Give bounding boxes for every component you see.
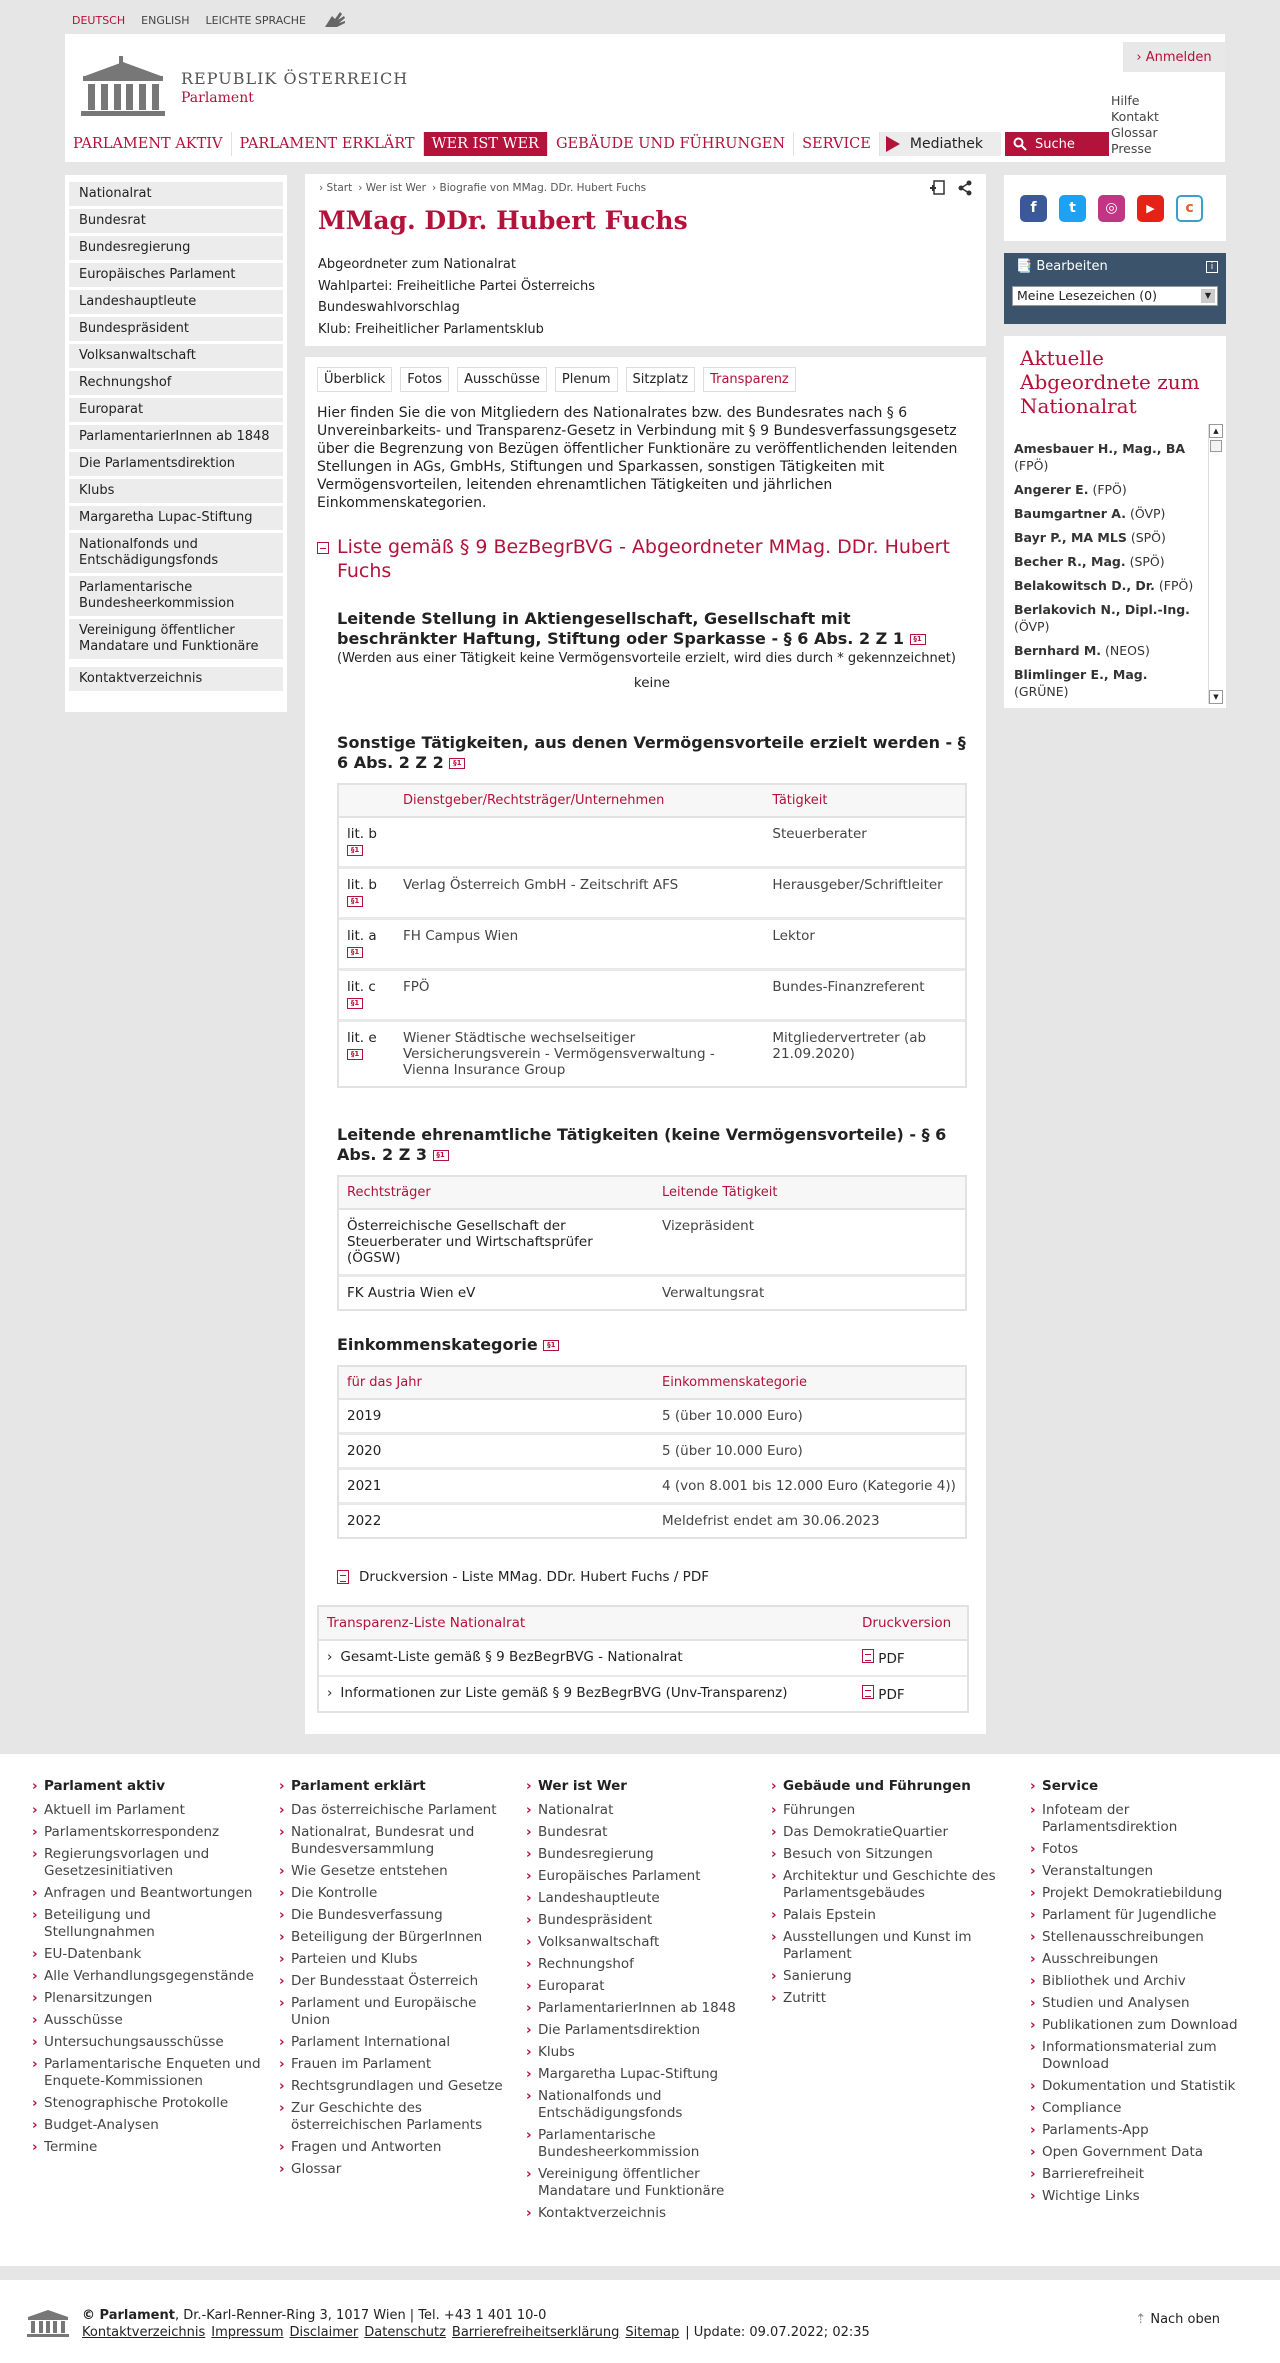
breadcrumb-start[interactable]: › Start <box>319 182 353 194</box>
table-row <box>339 1400 965 1435</box>
footer-link[interactable]: › Projekt Demokratiebildung <box>1030 1885 1260 1902</box>
tab-transparenz[interactable]: Transparenz <box>703 367 796 392</box>
footer-link[interactable]: › Parlaments-App <box>1030 2122 1260 2139</box>
address: © Parlament, Dr.-Karl-Renner-Ring 3, 1017 Wien | Tel. +43 1 401 10-0 <box>82 2308 547 2323</box>
main-navigation <box>65 132 1109 156</box>
table-cell: 2022 <box>347 1513 382 1529</box>
bookmark-select[interactable]: Meine Lesezeichen (0) ▼ <box>1012 286 1218 306</box>
parliament-building-icon <box>26 2308 70 2338</box>
footer-link[interactable]: › Anfragen und Beantwortungen <box>32 1885 262 1902</box>
table-cell: Lektor <box>764 920 965 971</box>
footer-link[interactable]: › Parlament und Europäische Union <box>279 1995 509 2029</box>
section-ehrenamtliche-taetigkeiten <box>337 1125 967 1311</box>
breadcrumb-current: › Biografie von MMag. DDr. Hubert Fuchs <box>432 182 647 194</box>
lit-label: lit. b <box>347 826 377 842</box>
table-cell: Steuerberater <box>764 818 965 869</box>
footer-link[interactable]: › Aktuell im Parlament <box>32 1802 262 1819</box>
parliament-building-icon <box>79 56 167 118</box>
footer-column-aktiv <box>32 1778 262 2161</box>
table-cell: 2021 <box>339 1470 654 1505</box>
footer-link[interactable]: › Infoteam der Parlamentsdirektion <box>1030 1802 1260 1836</box>
activities-table <box>337 783 967 1088</box>
footer-link[interactable]: › Der Bundesstaat Österreich <box>279 1973 509 1990</box>
nav-gebaeude-fuehrungen[interactable]: GEBÄUDE UND FÜHRUNGEN <box>548 132 794 156</box>
list-item[interactable]: Berlakovich N., Dipl.-Ing. (ÖVP) <box>1014 602 1190 634</box>
sidebar-item[interactable]: Nationalrat <box>69 182 283 206</box>
section-heading: Leitende ehrenamtliche Tätigkeiten (keine Vermögensvorteile) - § 6 Abs. 2 Z 3 §1 <box>337 1125 947 1164</box>
table-row <box>339 869 965 920</box>
footer-link[interactable]: › Wichtige Links <box>1030 2188 1260 2205</box>
edit-button[interactable]: 📑 Bearbeiten <box>1016 259 1108 274</box>
footer-column-erklaert <box>279 1778 509 2183</box>
footer-link[interactable]: › Sanierung <box>771 1968 1001 1985</box>
footer-link[interactable]: › Wie Gesetze entstehen <box>279 1863 509 1880</box>
members-box-title: Aktuelle Abgeordnete zum Nationalrat <box>1020 346 1200 418</box>
footer-column-heading[interactable]: › Service <box>1030 1778 1260 1795</box>
login-button[interactable]: › Anmelden <box>1123 42 1225 72</box>
footer-link[interactable]: › Klubs <box>526 2044 756 2061</box>
members-list <box>1014 440 1204 707</box>
column-header: Leitende Tätigkeit <box>654 1177 965 1210</box>
table-cell: Herausgeber/Schriftleiter <box>764 869 965 920</box>
sidebar-item[interactable]: Nationalfonds und Entschädigungsfonds <box>69 533 283 573</box>
page-title: MMag. DDr. Hubert Fuchs <box>318 206 688 235</box>
list-item[interactable]: Baumgartner A. (ÖVP) <box>1014 506 1166 521</box>
footer-link[interactable]: › Open Government Data <box>1030 2144 1260 2161</box>
section-einkommenskategorie <box>337 1335 967 1539</box>
help-link[interactable]: Hilfe <box>1111 93 1140 108</box>
table-header <box>339 1367 965 1400</box>
footer-link[interactable]: › Compliance <box>1030 2100 1260 2117</box>
bio-info <box>318 254 595 340</box>
scroll-up-icon[interactable]: ▲ <box>1209 424 1223 438</box>
search-icon <box>1013 137 1027 151</box>
arrow-up-icon: ⇡ <box>1135 2312 1147 2327</box>
chevron-right-icon: › <box>327 1649 333 1665</box>
list-item[interactable]: Blimlinger E., Mag. (GRÜNE) <box>1014 667 1148 699</box>
footer-link[interactable]: › Studien und Analysen <box>1030 1995 1260 2012</box>
nav-wer-ist-wer[interactable]: WER IST WER <box>424 132 548 156</box>
bio-line: Klub: Freiheitlicher Parlamentsklub <box>318 321 544 337</box>
scroll-thumb[interactable] <box>1210 440 1222 452</box>
footer-column-service <box>1030 1778 1260 2210</box>
footer-link[interactable]: › Stenographische Protokolle <box>32 2095 262 2112</box>
instagram-icon[interactable]: ◎ <box>1098 195 1125 222</box>
social-media-links <box>1004 175 1226 241</box>
section-leitende-stellung <box>337 609 967 691</box>
sidebar-item[interactable]: Bundesregierung <box>69 236 283 260</box>
page-tools <box>930 180 972 200</box>
footer-link[interactable]: › Regierungsvorlagen und Gesetzesinitiativen <box>32 1846 262 1880</box>
transparency-list-table <box>317 1605 969 1713</box>
footer-link-sitemap[interactable]: Sitemap <box>625 2325 680 2340</box>
footer-link[interactable]: › Die Kontrolle <box>279 1885 509 1902</box>
paragraph-icon[interactable]: §1 <box>449 758 465 769</box>
footer-link[interactable]: › Parlamentarische Enqueten und Enquete-Kommissionen <box>32 2056 262 2090</box>
gesamt-liste-link[interactable]: › Gesamt-Liste gemäß § 9 BezBegrBVG - Nationalrat <box>327 1649 683 1665</box>
footer-link[interactable]: › Europäisches Parlament <box>526 1868 756 1885</box>
paragraph-icon[interactable]: §1 <box>347 947 363 958</box>
footer-link[interactable]: › Ausstellungen und Kunst im Parlament <box>771 1929 1001 1963</box>
search-button[interactable] <box>1005 132 1109 156</box>
bookmark-add-icon[interactable] <box>930 180 946 200</box>
table-row <box>319 1677 967 1711</box>
sidebar-item[interactable]: Landeshauptleute <box>69 290 283 314</box>
column-header: Druckversion <box>862 1615 952 1631</box>
table-cell: Meldefrist endet am 30.06.2023 <box>662 1513 880 1529</box>
table-cell: FPÖ <box>395 971 764 1022</box>
breadcrumb <box>319 182 646 194</box>
left-sidebar <box>65 175 287 712</box>
footer-link[interactable]: › Bundespräsident <box>526 1912 756 1929</box>
footer-link[interactable]: › Nationalrat <box>526 1802 756 1819</box>
chevron-right-icon: › <box>327 1685 333 1701</box>
collapse-icon[interactable] <box>317 542 329 554</box>
table-cell: FK Austria Wien eV <box>347 1285 476 1301</box>
glossary-link[interactable]: Glossar <box>1111 125 1158 140</box>
table-cell: FH Campus Wien <box>395 920 764 971</box>
breadcrumb-wer-ist-wer[interactable]: › Wer ist Wer <box>358 182 426 194</box>
chevron-down-icon: ▼ <box>1201 289 1215 303</box>
footer-link[interactable]: › Rechnungshof <box>526 1956 756 1973</box>
sidebar-item[interactable]: Vereinigung öffentlicher Mandatare und Funktionäre <box>69 619 283 659</box>
bookmark-panel <box>1004 253 1226 324</box>
paragraph-icon[interactable]: §1 <box>347 896 363 907</box>
honorary-table <box>337 1175 967 1311</box>
section-heading: Einkommenskategorie §1 <box>337 1335 967 1355</box>
transparency-card <box>305 357 986 1734</box>
footer-link[interactable]: › Fragen und Antworten <box>279 2139 509 2156</box>
info-liste-link[interactable]: › Informationen zur Liste gemäß § 9 BezBegrBVG (Unv-Transparenz) <box>327 1685 788 1701</box>
table-header <box>339 1177 965 1210</box>
logo-title: REPUBLIK ÖSTERREICH <box>181 68 409 88</box>
footer-link[interactable]: › Nationalfonds und Entschädigungsfonds <box>526 2088 756 2122</box>
youtube-icon[interactable]: ▶ <box>1137 195 1164 222</box>
sidebar-item[interactable]: Europäisches Parlament <box>69 263 283 287</box>
footer-link[interactable]: › Nationalrat, Bundesrat und Bundesversammlung <box>279 1824 509 1858</box>
list-item[interactable]: Becher R., Mag. (SPÖ) <box>1014 554 1165 569</box>
sidebar-item[interactable]: Margaretha Lupac-Stiftung <box>69 506 283 530</box>
sidebar-item[interactable]: Bundespräsident <box>69 317 283 341</box>
sidebar-item[interactable]: Parlamentarische Bundesheerkommission <box>69 576 283 616</box>
pdf-link[interactable]: PDF <box>862 1649 905 1667</box>
paragraph-icon[interactable]: §1 <box>543 1340 559 1351</box>
footer-link[interactable]: › Bundesregierung <box>526 1846 756 1863</box>
lang-leichte-sprache[interactable]: LEICHTE SPRACHE <box>205 13 306 27</box>
site-footer <box>0 1754 1280 2266</box>
table-row <box>339 1022 965 1086</box>
table-cell: Vizepräsident <box>654 1210 965 1277</box>
table-cell: 2020 <box>339 1435 654 1470</box>
footer-link[interactable]: › Fotos <box>1030 1841 1260 1858</box>
sidebar-item[interactable]: Europarat <box>69 398 283 422</box>
footer-link[interactable]: › Veranstaltungen <box>1030 1863 1260 1880</box>
sidebar-item[interactable]: Rechnungshof <box>69 371 283 395</box>
info-icon[interactable]: i <box>1206 261 1218 273</box>
table-cell: 4 (von 8.001 bis 12.000 Euro (Kategorie 4)) <box>654 1470 965 1505</box>
footer-column-gebaeude <box>771 1778 1001 2012</box>
table-cell: Verwaltungsrat <box>662 1285 765 1301</box>
table-row <box>339 1210 965 1277</box>
footer-link[interactable]: › Frauen im Parlament <box>279 2056 509 2073</box>
bio-line: Abgeordneter zum Nationalrat <box>318 257 516 272</box>
footer-link[interactable]: › Architektur und Geschichte des Parlamentsgebäudes <box>771 1868 1001 1902</box>
column-header: Transparenz-Liste Nationalrat <box>327 1615 526 1631</box>
facebook-icon[interactable]: f <box>1020 195 1047 222</box>
footer-link[interactable]: › EU-Datenbank <box>32 1946 262 1963</box>
bio-line: Bundeswahlvorschlag <box>318 300 460 315</box>
lit-label: lit. c <box>347 979 376 995</box>
footer-column-wer-ist-wer <box>526 1778 756 2227</box>
paragraph-icon[interactable]: §1 <box>347 998 363 1009</box>
table-row <box>339 1277 965 1309</box>
paragraph-icon[interactable]: §1 <box>910 634 926 645</box>
footer-link[interactable]: › Parlamentarische Bundesheerkommission <box>526 2127 756 2161</box>
pdf-icon <box>862 1685 874 1699</box>
footer-link[interactable]: › Beteiligung der BürgerInnen <box>279 1929 509 1946</box>
section-value: keine <box>633 675 671 691</box>
search-label: Suche <box>1035 136 1075 152</box>
footer-link[interactable]: › Bundesrat <box>526 1824 756 1841</box>
nav-parlament-erklaert[interactable]: PARLAMENT ERKLÄRT <box>232 132 424 156</box>
column-header: Einkommenskategorie <box>654 1367 965 1400</box>
footer-link[interactable]: › Zutritt <box>771 1990 1001 2007</box>
play-icon <box>886 136 900 152</box>
footer-link[interactable]: › Vereinigung öffentlicher Mandatare und Funktionäre <box>526 2166 756 2200</box>
tab-plenum[interactable]: Plenum <box>555 367 618 392</box>
footer-column-heading[interactable]: › Gebäude und Führungen <box>771 1778 1001 1795</box>
mediathek-label: Mediathek <box>909 136 984 152</box>
column-header: Rechtsträger <box>339 1177 654 1210</box>
table-cell: Österreichische Gesellschaft der Steuerberater und Wirtschaftsprüfer (ÖGSW) <box>339 1210 654 1277</box>
table-cell: 5 (über 10.000 Euro) <box>654 1400 965 1435</box>
bottom-bar <box>0 2280 1280 2363</box>
footer-link[interactable]: › Volksanwaltschaft <box>526 1934 756 1951</box>
list-item[interactable]: Bernhard M. (NEOS) <box>1014 643 1150 658</box>
table-row <box>339 818 965 869</box>
sidebar-item[interactable]: Bundesrat <box>69 209 283 233</box>
footer-link[interactable]: › Alle Verhandlungsgegenstände <box>32 1968 262 1985</box>
footer-link[interactable]: › Bibliothek und Archiv <box>1030 1973 1260 1990</box>
list-item[interactable]: Amesbauer H., Mag., BA (FPÖ) <box>1014 441 1186 473</box>
sidebar-item[interactable]: Kontaktverzeichnis <box>69 667 283 691</box>
section-heading: Leitende Stellung in Aktiengesellschaft, Gesellschaft mit beschränkter Haftung, Stiftung oder Sparkasse - § 6 Abs. 2 Z 1 §1 <box>337 609 967 649</box>
table-row <box>339 920 965 971</box>
lang-english[interactable]: ENGLISH <box>141 13 190 27</box>
footer-link[interactable]: › Untersuchungsausschüsse <box>32 2034 262 2051</box>
footer-link[interactable]: › Dokumentation und Statistik <box>1030 2078 1260 2095</box>
tab-fotos[interactable]: Fotos <box>400 367 449 392</box>
sidebar-item[interactable]: Die Parlamentsdirektion <box>69 452 283 476</box>
footer-link-kontaktverzeichnis[interactable]: Kontaktverzeichnis <box>82 2325 206 2340</box>
share-icon[interactable] <box>958 180 972 200</box>
table-cell <box>395 818 764 869</box>
sidebar-item[interactable]: Klubs <box>69 479 283 503</box>
footer-link-barrierefreiheit[interactable]: Barrierefreiheitserklärung <box>451 2325 620 2340</box>
footer-link[interactable]: › Budget-Analysen <box>32 2117 262 2134</box>
twitter-icon[interactable]: t <box>1059 195 1086 222</box>
table-row <box>339 1470 965 1505</box>
legal-links <box>82 2325 870 2340</box>
footer-link[interactable]: › Führungen <box>771 1802 1001 1819</box>
scroll-down-icon[interactable]: ▼ <box>1209 690 1223 704</box>
logo-subtitle: Parlament <box>181 89 254 106</box>
table-row <box>319 1641 967 1677</box>
footer-link[interactable]: › Termine <box>32 2139 262 2156</box>
sign-language-icon[interactable] <box>322 10 348 30</box>
footer-link[interactable]: › Barrierefreiheit <box>1030 2166 1260 2183</box>
bio-line: Wahlpartei: Freiheitliche Partei Österreichs <box>318 278 595 294</box>
footer-link[interactable]: › Beteiligung und Stellungnahmen <box>32 1907 262 1941</box>
language-bar <box>72 12 348 28</box>
footer-link[interactable]: › Parlament für Jugendliche <box>1030 1907 1260 1924</box>
tab-ausschuesse[interactable]: Ausschüsse <box>457 367 547 392</box>
list-item[interactable]: Belakowitsch D., Dr. (FPÖ) <box>1014 578 1194 593</box>
footer-link[interactable]: › Parteien und Klubs <box>279 1951 509 1968</box>
table-row <box>339 1505 965 1537</box>
list-heading-text: Liste gemäß § 9 BezBegrBVG - Abgeordneter MMag. DDr. Hubert Fuchs <box>337 536 950 582</box>
footer-link[interactable]: › Ausschreibungen <box>1030 1951 1260 1968</box>
site-header <box>65 34 1225 162</box>
print-version-label: Druckversion - Liste MMag. DDr. Hubert Fuchs / PDF <box>359 1569 709 1585</box>
table-row <box>339 971 965 1022</box>
footer-link[interactable]: › Die Bundesverfassung <box>279 1907 509 1924</box>
footer-link[interactable]: › Margaretha Lupac-Stiftung <box>526 2066 756 2083</box>
pdf-link[interactable]: PDF <box>862 1685 905 1703</box>
table-cell: Wiener Städtische wechselseitiger Versicherungsverein - Vermögensverwaltung - Vienna Insurance Group <box>403 1030 715 1078</box>
section-heading: Sonstige Tätigkeiten, aus denen Vermögensvorteile erzielt werden - § 6 Abs. 2 Z 2 §1 <box>337 733 966 772</box>
footer-link[interactable]: › Zur Geschichte des österreichischen Parlaments <box>279 2100 509 2134</box>
current-members-box <box>1004 336 1226 708</box>
table-cell: Verlag Österreich GmbH - Zeitschrift AFS <box>395 869 764 920</box>
tab-ueberblick[interactable]: Überblick <box>317 367 392 392</box>
table-cell: Bundes-Finanzreferent <box>764 971 965 1022</box>
bio-card <box>305 174 986 346</box>
table-cell: Mitgliedervertreter (ab 21.09.2020) <box>772 1030 927 1062</box>
lit-label: lit. e <box>347 1030 377 1046</box>
paragraph-icon[interactable]: §1 <box>433 1150 449 1161</box>
footer-link[interactable]: › Parlament International <box>279 2034 509 2051</box>
footer-link[interactable]: › Parlamentskorrespondenz <box>32 1824 262 1841</box>
nav-parlament-aktiv[interactable]: PARLAMENT AKTIV <box>65 132 232 156</box>
table-cell: 2019 <box>339 1400 654 1435</box>
footer-link[interactable]: › Europarat <box>526 1978 756 1995</box>
pdf-icon <box>337 1570 349 1584</box>
footer-link[interactable]: › Plenarsitzungen <box>32 1990 262 2007</box>
footer-link[interactable]: › Ausschüsse <box>32 2012 262 2029</box>
list-heading[interactable] <box>317 535 967 583</box>
service-links <box>1111 93 1159 157</box>
sidebar-item[interactable]: Volksanwaltschaft <box>69 344 283 368</box>
footer-link[interactable]: › Landeshauptleute <box>526 1890 756 1907</box>
table-row <box>339 1435 965 1470</box>
footer-column-heading[interactable]: › Parlament aktiv <box>32 1778 262 1795</box>
footer-link[interactable]: › ParlamentarierInnen ab 1848 <box>526 2000 756 2017</box>
sidebar-item[interactable]: ParlamentarierInnen ab 1848 <box>69 425 283 449</box>
column-header: Dienstgeber/Rechtsträger/Unternehmen <box>395 785 764 818</box>
column-header: Tätigkeit <box>764 785 965 818</box>
print-version-link[interactable] <box>337 1569 709 1585</box>
press-link[interactable]: Presse <box>1111 141 1152 156</box>
footer-link-disclaimer[interactable]: Disclaimer <box>289 2325 359 2340</box>
paragraph-icon[interactable]: §1 <box>347 1049 363 1060</box>
footer-link-impressum[interactable]: Impressum <box>211 2325 284 2340</box>
column-header: für das Jahr <box>339 1367 654 1400</box>
list-item[interactable]: Bayr P., MA MLS (SPÖ) <box>1014 530 1166 545</box>
list-item[interactable]: Angerer E. (FPÖ) <box>1014 482 1127 497</box>
footer-link[interactable]: › Das DemokratieQuartier <box>771 1824 1001 1841</box>
table-header <box>339 785 965 818</box>
section-sonstige-taetigkeiten <box>337 733 967 1088</box>
paragraph-icon[interactable]: §1 <box>347 845 363 856</box>
footer-link[interactable]: › Informationsmaterial zum Download <box>1030 2039 1260 2073</box>
lit-label: lit. a <box>347 928 377 944</box>
footer-link[interactable]: › Die Parlamentsdirektion <box>526 2022 756 2039</box>
lit-label: lit. b <box>347 877 377 893</box>
parlament-logo[interactable] <box>79 56 408 118</box>
footer-link[interactable]: › Glossar <box>279 2161 509 2178</box>
profile-tabs <box>317 367 796 392</box>
footer-link[interactable]: › Das österreichische Parlament <box>279 1802 509 1819</box>
footer-link[interactable]: › Rechtsgrundlagen und Gesetze <box>279 2078 509 2095</box>
table-cell: 5 (über 10.000 Euro) <box>654 1435 965 1470</box>
footer-link[interactable]: › Besuch von Sitzungen <box>771 1846 1001 1863</box>
mediathek-link[interactable] <box>880 132 1001 156</box>
podcast-icon[interactable]: c <box>1176 195 1203 222</box>
nav-service[interactable]: SERVICE <box>794 132 880 156</box>
footer-column-heading[interactable]: › Wer ist Wer <box>526 1778 756 1795</box>
members-scrollbar[interactable] <box>1208 424 1222 704</box>
contact-link[interactable]: Kontakt <box>1111 109 1159 124</box>
update-timestamp: | Update: 09.07.2022; 02:35 <box>685 2325 870 2340</box>
back-to-top-link[interactable]: ⇡ Nach oben <box>1135 2312 1220 2327</box>
footer-link[interactable]: › Palais Epstein <box>771 1907 1001 1924</box>
tab-sitzplatz[interactable]: Sitzplatz <box>626 367 696 392</box>
footer-link[interactable]: › Kontaktverzeichnis <box>526 2205 756 2222</box>
footer-column-heading[interactable]: › Parlament erklärt <box>279 1778 509 1795</box>
footer-link-datenschutz[interactable]: Datenschutz <box>364 2325 446 2340</box>
pdf-icon <box>862 1649 874 1663</box>
lang-deutsch[interactable]: DEUTSCH <box>72 13 126 27</box>
footer-link[interactable]: › Stellenausschreibungen <box>1030 1929 1260 1946</box>
income-table <box>337 1365 967 1539</box>
section-note: (Werden aus einer Tätigkeit keine Vermögensvorteile erzielt, wird dies durch * gekennzeichnet) <box>337 651 956 666</box>
table-header <box>319 1607 967 1641</box>
footer-link[interactable]: › Publikationen zum Download <box>1030 2017 1260 2034</box>
intro-text: Hier finden Sie die von Mitgliedern des Nationalrates bzw. des Bundesrates nach § 6 Unvereinbarkeits- und Transparenz-Gesetz in Verbindung mit § 9 Bundesverfassungsgesetz über die Begrenzung von Bezügen öffentlicher Funktionäre zu veröffentlichenden leitenden Stellungen in AGs, GmbHs, Stiftungen und Sparkassen, sonstigen Tätigkeiten mit Vermögensvorteilen, leitenden ehrenamtlichen Tätigkeiten und jährlichen Einkommenskategorien. <box>317 405 958 511</box>
